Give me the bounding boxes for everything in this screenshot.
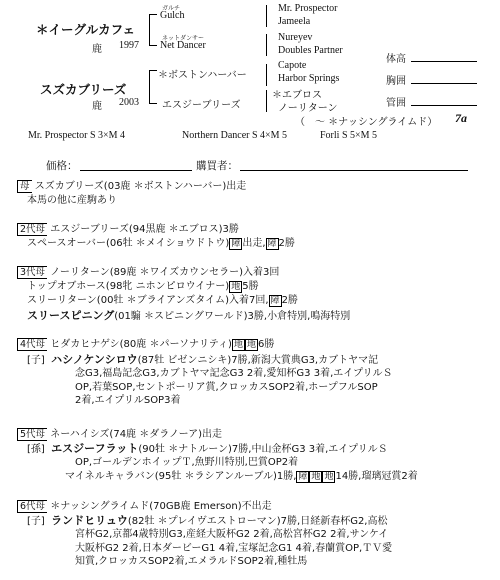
price-field[interactable]	[80, 170, 192, 171]
dam-dam-name: エスジーブリーズ	[162, 100, 241, 111]
section-line: トップオブホース(98牝 ニホンピロウイナー) 地 5勝	[27, 280, 259, 292]
sire-name: ＊イーグルカフェ	[36, 22, 136, 37]
section-line: 宮杯G2,京都4歳特別G3,産経大阪杯G2 2着,高松宮杯G2 2着,サンケイ	[75, 529, 389, 540]
dam-name: スズカブリーズ	[40, 82, 127, 97]
price-label: 価格：	[46, 160, 78, 172]
g3-1: Jameela	[278, 16, 311, 27]
section-line: OP,ゴールデンホイップＴ,魚野川特別,巴賞OP2着	[75, 457, 299, 468]
section-dam	[17, 180, 487, 207]
bracket-line	[266, 34, 267, 56]
section-3rd-dam	[17, 266, 487, 323]
section-line: 大阪杯G2 2着,日本ダービーG1 4着,宝塚記念G1 4着,春蘭賞OP,ＴＶ愛	[75, 542, 393, 554]
chest-field[interactable]	[411, 83, 477, 84]
section-6th-dam: 6代母 ＊ナッシングライムド(70GB鹿 Emerson)不出走 [子] ランドヒリュウ(82牡 ＊プレイヴエストローマン)7勝,日経新春杯G2,高松 宮杯G2,京都4歳特別G3,産経大阪杯G2 2着,高松宮杯G2 2着,サンケイ 大阪杯G2 2着,日本ダービーG1 4着,宝塚記念G1 4着,春蘭賞OP,ＴＶ愛 知賞,クロッカスSOP2着,エメラルドSOP2着,種牡馬	[17, 500, 487, 569]
height-label: 体高	[386, 54, 406, 65]
section-line: マイネルキャラバン(95牡 ＊ラシアンルーブル)1勝, 障 地 地 14勝,瑠璃冠賞2着	[65, 470, 418, 482]
inbreeding-1: Northern Dancer S 4×M 5	[182, 130, 288, 141]
bracket-line	[266, 64, 267, 86]
buyer-label: 購買者：	[196, 160, 238, 172]
section-2nd-dam	[17, 223, 487, 251]
g3-5: Harbor Springs	[278, 73, 340, 84]
g3-4: Capote	[278, 60, 307, 71]
section-tag: 母	[17, 180, 32, 193]
bracket-line	[149, 70, 157, 71]
section-tag: 2代母	[17, 223, 47, 236]
sire-year: 1997	[119, 40, 139, 51]
height-field[interactable]	[411, 61, 477, 62]
section-line: [子] ハシノケンシロウ(87牡 ビゼンニシキ)7勝,新潟大賞典G3,カブトヤマ記	[27, 352, 379, 366]
sire-dam-ruby: ネットダンサー	[162, 35, 205, 42]
family-line: （ ～ ＊ナッシングライムド）	[295, 117, 438, 128]
sire-sire-name: Gulch	[160, 10, 185, 21]
bracket-line	[266, 90, 267, 112]
bracket-line	[149, 70, 150, 104]
bracket-line	[149, 14, 150, 46]
g3-2: Nureyev	[278, 32, 313, 43]
bracket-line	[149, 14, 157, 15]
section-line: スリースピニング(01騸 ＊スピニングワールド)3勝,小倉特別,鳴海特別	[27, 308, 351, 322]
section-line: OP,若葉SOP,セントポーリア賞,クロッカスSOP2着,ホープフルSOP	[75, 381, 378, 393]
g3-0: Mr. Prospector	[278, 3, 338, 14]
dam-sire-name: ＊ボストンハーバー	[158, 70, 247, 81]
g3-3: Doubles Partner	[278, 45, 343, 56]
section-5th-dam: 5代母 ネーハイシズ(74鹿 ＊ダラノーア)出走 [孫] エスジーフラット(90牡 ＊ナトルーン)7勝,中山金杯G3 3着,エイプリルＳ OP,ゴールデンホイップＴ,魚野川特別,巴賞OP2着 マイネルキャラバン(95牡 ＊ラシアンルーブル)1勝, 障 地 地 14勝,瑠璃冠賞2着	[17, 428, 487, 484]
section-line: [孫] エスジーフラット(90牡 ＊ナトルーン)7勝,中山金杯G3 3着,エイプリルＳ	[27, 441, 388, 455]
chest-label: 胸囲	[386, 76, 406, 87]
cannon-label: 管囲	[386, 98, 406, 109]
g3-6: ＊エブロス	[272, 90, 322, 101]
section-head: エスジーブリーズ(94黒鹿 ＊エブロス)3勝	[50, 224, 239, 235]
dam-year: 2003	[119, 97, 139, 108]
bracket-line	[266, 5, 267, 27]
section-tag: 3代母	[17, 266, 47, 279]
section-head: ノーリターン(89鹿 ＊ワイズカウンセラー)入着3回	[50, 267, 280, 278]
dam-sex: 鹿	[92, 101, 102, 112]
sire-sex: 鹿	[92, 44, 102, 55]
section-line: 念G3,福島記念G3,カブトヤマ記念G3 2着,愛知杯G3 3着,エイプリルＳ	[75, 368, 393, 379]
sire-dam-name: Net Dancer	[160, 40, 206, 51]
section-line: 本馬の他に産駒あり	[27, 194, 117, 206]
section-tag: 4代母	[17, 338, 47, 351]
section-4th-dam: 4代母 ヒダカヒナゲシ(80鹿 ＊パーソナリティ) 地 地 6勝 [子] ハシノケンシロウ(87牡 ビゼンニシキ)7勝,新潟大賞典G3,カブトヤマ記 念G3,福島記念G3,カブトヤマ記念G3 2着,愛知杯G3 3着,エイプリルＳ OP,若葉SOP,セントポーリア賞,クロッカスSOP2着,ホープフルSOP 2着,エイプリルSOP3着	[17, 338, 487, 408]
section-tag: 6代母	[17, 500, 47, 513]
inbreeding-2: Forli S 5×M 5	[320, 130, 378, 141]
sire-sire-ruby: ガルチ	[162, 5, 181, 12]
g3-7: ノーリターン	[278, 103, 338, 114]
section-line: 知賞,クロッカスSOP2着,エメラルドSOP2着,種牡馬	[75, 556, 308, 567]
family-number: 7a	[455, 111, 467, 125]
bracket-line	[149, 103, 157, 104]
bracket-line	[149, 45, 157, 46]
buyer-field[interactable]	[240, 170, 468, 171]
inbreeding-0: Mr. Prospector S 3×M 4	[28, 130, 126, 141]
section-line: スペースオーバー(06牡 ＊メイショウドトウ) 障 出走, 障 2勝	[27, 237, 295, 249]
section-line: [子] ランドヒリュウ(82牡 ＊プレイヴエストローマン)7勝,日経新春杯G2,高松	[27, 513, 388, 527]
section-tag: 5代母	[17, 428, 47, 441]
section-line: 2着,エイプリルSOP3着	[75, 395, 181, 406]
cannon-field[interactable]	[411, 105, 477, 106]
section-line: スリーリターン(00牡 ＊ブライアンズタイム)入着7回, 障 2勝	[27, 295, 298, 306]
section-head: スズカブリーズ(03鹿 ＊ボストンハーバー)出走	[34, 181, 247, 192]
